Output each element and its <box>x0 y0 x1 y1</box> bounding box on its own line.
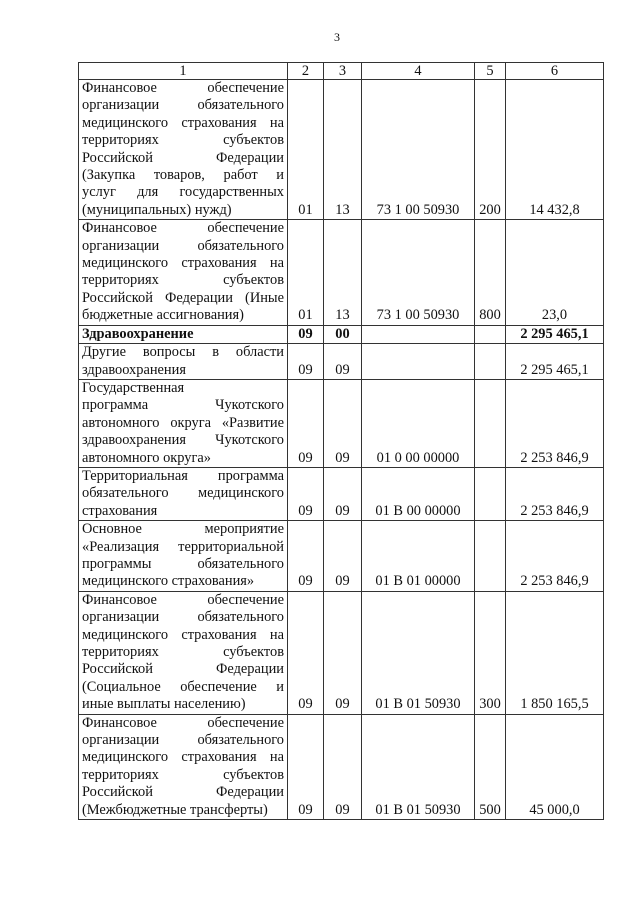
amount-cell: 23,0 <box>506 220 604 325</box>
section-cell: 01 <box>288 220 324 325</box>
row-name-line: медицинского страхования на <box>82 626 284 643</box>
row-name-line: Финансовое обеспечение <box>82 591 284 608</box>
expense-type-cell: 300 <box>475 591 506 714</box>
row-name-line: медицинского страхования на <box>82 114 284 131</box>
expense-type-cell <box>475 521 506 592</box>
row-name-line: территориях субъектов <box>82 272 284 289</box>
row-name-line: обязательного медицинского <box>82 485 284 502</box>
header-col-5: 5 <box>475 63 506 80</box>
row-name-line: автономного округа» <box>82 449 211 466</box>
expense-type-cell: 500 <box>475 714 506 819</box>
subsection-cell: 13 <box>324 80 362 220</box>
subsection-cell: 09 <box>324 521 362 592</box>
amount-cell: 2 253 846,9 <box>506 521 604 592</box>
row-name-line: организации обязательного <box>82 97 284 114</box>
header-row <box>79 63 604 80</box>
header-col-4: 4 <box>362 63 475 80</box>
table-row <box>79 344 604 380</box>
target-article-cell: 73 1 00 50930 <box>362 220 475 325</box>
row-name-line: иные выплаты населению) <box>82 696 246 713</box>
row-name-line: организации обязательного <box>82 732 284 749</box>
section-cell: 09 <box>288 379 324 467</box>
row-name-cell <box>79 325 288 343</box>
row-name-line: Государственная <box>82 379 185 396</box>
row-name-line: бюджетные ассигнования) <box>82 307 244 324</box>
row-name-line: медицинского страхования» <box>82 573 255 590</box>
table-row <box>79 591 604 714</box>
expense-type-cell <box>475 325 506 343</box>
subsection-cell: 09 <box>324 467 362 520</box>
row-name-line: (Межбюджетные трансферты) <box>82 801 268 818</box>
amount-cell: 14 432,8 <box>506 80 604 220</box>
row-name-line: страхования <box>82 502 158 519</box>
amount-cell: 45 000,0 <box>506 714 604 819</box>
target-article-cell <box>362 325 475 343</box>
header-col-6: 6 <box>506 63 604 80</box>
section-cell: 09 <box>288 591 324 714</box>
row-name-cell <box>79 80 288 220</box>
expense-type-cell: 200 <box>475 80 506 220</box>
row-name-line: здравоохранения <box>82 361 186 378</box>
row-name-line: Российской Федерации <box>82 784 284 801</box>
target-article-cell: 01 В 01 50930 <box>362 714 475 819</box>
row-name-line: автономного округа «Развитие <box>82 414 284 431</box>
section-cell: 09 <box>288 521 324 592</box>
target-article-cell: 01 В 00 00000 <box>362 467 475 520</box>
row-name-line: «Реализация территориальной <box>82 538 284 555</box>
row-name-cell <box>79 344 288 380</box>
amount-cell: 1 850 165,5 <box>506 591 604 714</box>
row-name-cell <box>79 467 288 520</box>
row-name-cell <box>79 521 288 592</box>
row-name-line: Территориальная программа <box>82 467 284 484</box>
header-col-3: 3 <box>324 63 362 80</box>
section-cell: 01 <box>288 80 324 220</box>
amount-cell: 2 253 846,9 <box>506 467 604 520</box>
subsection-cell: 09 <box>324 591 362 714</box>
row-name-line: услуг для государственных <box>82 184 284 201</box>
row-name-cell <box>79 379 288 467</box>
row-name-line: территориях субъектов <box>82 132 284 149</box>
amount-cell: 2 253 846,9 <box>506 379 604 467</box>
row-name-line: (Закупка товаров, работ и <box>82 167 284 184</box>
target-article-cell: 01 В 01 00000 <box>362 521 475 592</box>
target-article-cell: 01 0 00 00000 <box>362 379 475 467</box>
table-row <box>79 80 604 220</box>
section-cell: 09 <box>288 467 324 520</box>
row-name-line: Финансовое обеспечение <box>82 220 284 237</box>
expense-type-cell <box>475 467 506 520</box>
row-name-line: программы обязательного <box>82 555 284 572</box>
row-name-line: (муниципальных) нужд) <box>82 201 232 218</box>
section-cell: 09 <box>288 344 324 380</box>
row-name-line: медицинского страхования на <box>82 255 284 272</box>
row-name-line: медицинского страхования на <box>82 749 284 766</box>
target-article-cell <box>362 344 475 380</box>
section-cell: 09 <box>288 325 324 343</box>
subsection-cell: 09 <box>324 714 362 819</box>
subsection-cell: 09 <box>324 379 362 467</box>
row-name-line: Российской Федерации <box>82 149 284 166</box>
table-row <box>79 325 604 343</box>
row-name-line: Российской Федерации (Иные <box>82 289 284 306</box>
header-col-1: 1 <box>79 63 288 80</box>
budget-table <box>78 62 604 820</box>
row-name-line: Финансовое обеспечение <box>82 80 284 96</box>
target-article-cell: 73 1 00 50930 <box>362 80 475 220</box>
table-row <box>79 379 604 467</box>
table-row <box>79 521 604 592</box>
page-number: 3 <box>334 30 340 44</box>
subsection-cell: 00 <box>324 325 362 343</box>
amount-cell: 2 295 465,1 <box>506 344 604 380</box>
subsection-cell: 09 <box>324 344 362 380</box>
table-row <box>79 467 604 520</box>
amount-cell: 2 295 465,1 <box>506 325 604 343</box>
row-name-line: организации обязательного <box>82 609 284 626</box>
header-col-2: 2 <box>288 63 324 80</box>
row-name-cell <box>79 714 288 819</box>
row-name-line: территориях субъектов <box>82 644 284 660</box>
expense-type-cell <box>475 379 506 467</box>
table-row <box>79 220 604 325</box>
row-name-line: Основное мероприятие <box>82 521 284 538</box>
row-name-line: (Социальное обеспечение и <box>82 678 284 695</box>
row-name-line: территориях субъектов <box>82 766 284 783</box>
row-name-line: Здравоохранение <box>82 325 194 342</box>
expense-type-cell: 800 <box>475 220 506 325</box>
expense-type-cell <box>475 344 506 380</box>
row-name-cell <box>79 591 288 714</box>
row-name-line: здравоохранения Чукотского <box>82 432 284 449</box>
section-cell: 09 <box>288 714 324 819</box>
row-name-line: Российской Федерации <box>82 661 284 678</box>
row-name-line: Финансовое обеспечение <box>82 714 284 731</box>
row-name-line: Другие вопросы в области <box>82 344 284 361</box>
row-name-line: организации обязательного <box>82 237 284 254</box>
row-name-cell <box>79 220 288 325</box>
target-article-cell: 01 В 01 50930 <box>362 591 475 714</box>
row-name-line: программа Чукотского <box>82 397 284 414</box>
subsection-cell: 13 <box>324 220 362 325</box>
table-row <box>79 714 604 819</box>
